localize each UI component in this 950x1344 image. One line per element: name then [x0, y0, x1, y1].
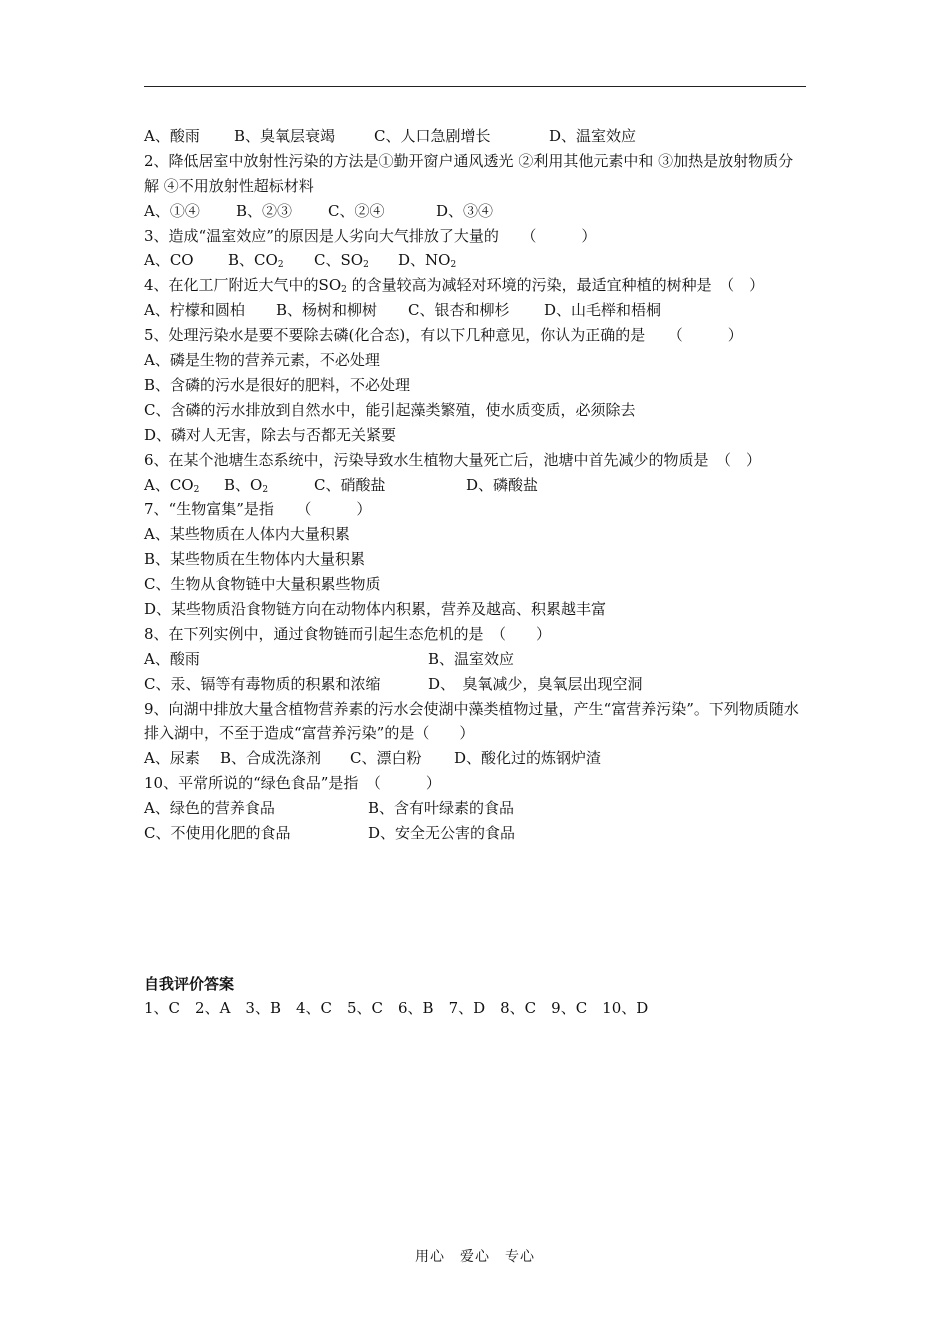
q10-option-d: D、安全无公害的食品	[368, 824, 516, 843]
q3-option-d: D、$NO_2$	[398, 251, 457, 271]
q2-options	[144, 199, 808, 224]
q1-option-c: C、人口急剧增长	[374, 127, 491, 145]
q9-option-a: A、尿素	[144, 749, 200, 768]
q10-options-row1	[144, 796, 808, 821]
q9-options	[144, 746, 808, 771]
q10-option-a: A、绿色的营养食品	[144, 799, 275, 818]
q5-option-c: C、含磷的污水排放到自然水中，能引起藻类繁殖，使水质变质，必须除去	[144, 400, 636, 419]
q2-option-c: C、②④	[328, 201, 385, 220]
q8-options-row1	[144, 647, 808, 672]
q3-option-b: B、$CO_2$	[228, 251, 284, 271]
q8-option-c: C、汞、镉等有毒物质的积累和浓缩	[144, 674, 381, 693]
q2-stem: 2、降低居室中放射性污染的方法是①勤开窗户通风透光 ②利用其他元素中和 ③加热是放射物质分解 ④不用放射性超标材料	[144, 151, 794, 195]
q1-option-d: D、温室效应	[549, 127, 637, 145]
answer-keys: 1、C 2、A 3、B 4、C 5、C 6、B 7、D 8、C 9、C 10、D	[144, 999, 649, 1017]
q9-option-c: C、漂白粉	[350, 749, 422, 768]
q8-option-b: B、温室效应	[428, 649, 515, 668]
q6-option-c: C、硝酸盐	[314, 475, 386, 494]
q8-options-row2	[144, 672, 808, 697]
page-footer: 用心 爱心 专心	[415, 1249, 535, 1265]
q6-option-a: A、$CO_2$	[144, 475, 200, 495]
answers-title: 自我评价答案	[144, 975, 235, 993]
q7-option-b: B、某些物质在生物体内大量积累	[144, 550, 366, 569]
q3-option-a: A、CO	[144, 251, 194, 270]
answer-section	[144, 972, 808, 1020]
q7-option-c: C、生物从食物链中大量积累些物质	[144, 575, 381, 594]
q2-option-b: B、②③	[236, 201, 293, 220]
q2-option-a: A、①④	[144, 201, 200, 220]
q6-option-d: D、磷酸盐	[466, 475, 539, 494]
q4-option-b: B、杨树和柳树	[276, 301, 378, 320]
q8-option-a: A、酸雨	[144, 649, 200, 668]
q7-stem: 7、“生物富集”是指 （ ）	[144, 500, 372, 519]
q1-options	[144, 124, 808, 149]
q10-options-row2	[144, 821, 808, 846]
header-rule	[144, 86, 806, 87]
q9-option-b: B、合成洗涤剂	[220, 749, 322, 768]
q1-option-b: B、臭氧层衰竭	[234, 127, 336, 145]
q1-option-a: A、酸雨	[144, 127, 200, 145]
q4-option-a: A、柠檬和圆柏	[144, 301, 245, 320]
q4-options	[144, 298, 808, 323]
q7-option-d: D、某些物质沿食物链方向在动物体内积累，营养及越高、积累越丰富	[144, 599, 607, 618]
q6-options	[144, 473, 808, 498]
q10-option-c: C、不使用化肥的食品	[144, 824, 291, 843]
q6-option-b: B、$O_2$	[224, 475, 269, 495]
q10-option-b: B、含有叶绿素的食品	[368, 799, 515, 818]
q5-option-b: B、含磷的污水是很好的肥料，不必处理	[144, 375, 411, 394]
q6-stem: 6、在某个池塘生态系统中，污染导致水生植物大量死亡后，池塘中首先减少的物质是 （ ）	[144, 450, 762, 469]
q2-option-d: D、③④	[436, 201, 494, 220]
q5-option-d: D、磷对人无害，除去与否都无关紧要	[144, 425, 397, 444]
q3-options	[144, 248, 808, 273]
q7-option-a: A、某些物质在人体内大量积累	[144, 525, 350, 544]
q10-stem: 10、平常所说的“绿色食品”是指 （ ）	[144, 774, 441, 793]
q4-option-d: D、山毛榉和梧桐	[544, 301, 662, 320]
q4-stem: 4、在化工厂附近大气中的$SO_2$ 的含量较高为减轻对环境的污染，最适宜种植的树种是 （ ）	[144, 276, 765, 296]
q8-option-d: D、 臭氧减少，臭氧层出现空洞	[428, 674, 643, 693]
q3-stem: 3、造成“温室效应”的原因是人劣向大气排放了大量的 （ ）	[144, 226, 597, 245]
q5-stem: 5、处理污染水是要不要除去磷(化合态)，有以下几种意见，你认为正确的是 （ ）	[144, 326, 743, 345]
q9-option-d: D、酸化过的炼钢炉渣	[454, 749, 602, 768]
q5-option-a: A、磷是生物的营养元素，不必处理	[144, 351, 380, 370]
q3-option-c: C、$SO_2$	[314, 251, 369, 271]
q9-stem: 9、向湖中排放大量含植物营养素的污水会使湖中藻类植物过量，产生“富营养污染”。下列物质随水排入湖中，不至于造成“富营养污染”的是（ ）	[144, 699, 799, 743]
q4-option-c: C、银杏和柳杉	[408, 301, 510, 320]
q8-stem: 8、在下列实例中，通过食物链而引起生态危机的是 （ ）	[144, 624, 552, 643]
question-list	[144, 124, 808, 846]
